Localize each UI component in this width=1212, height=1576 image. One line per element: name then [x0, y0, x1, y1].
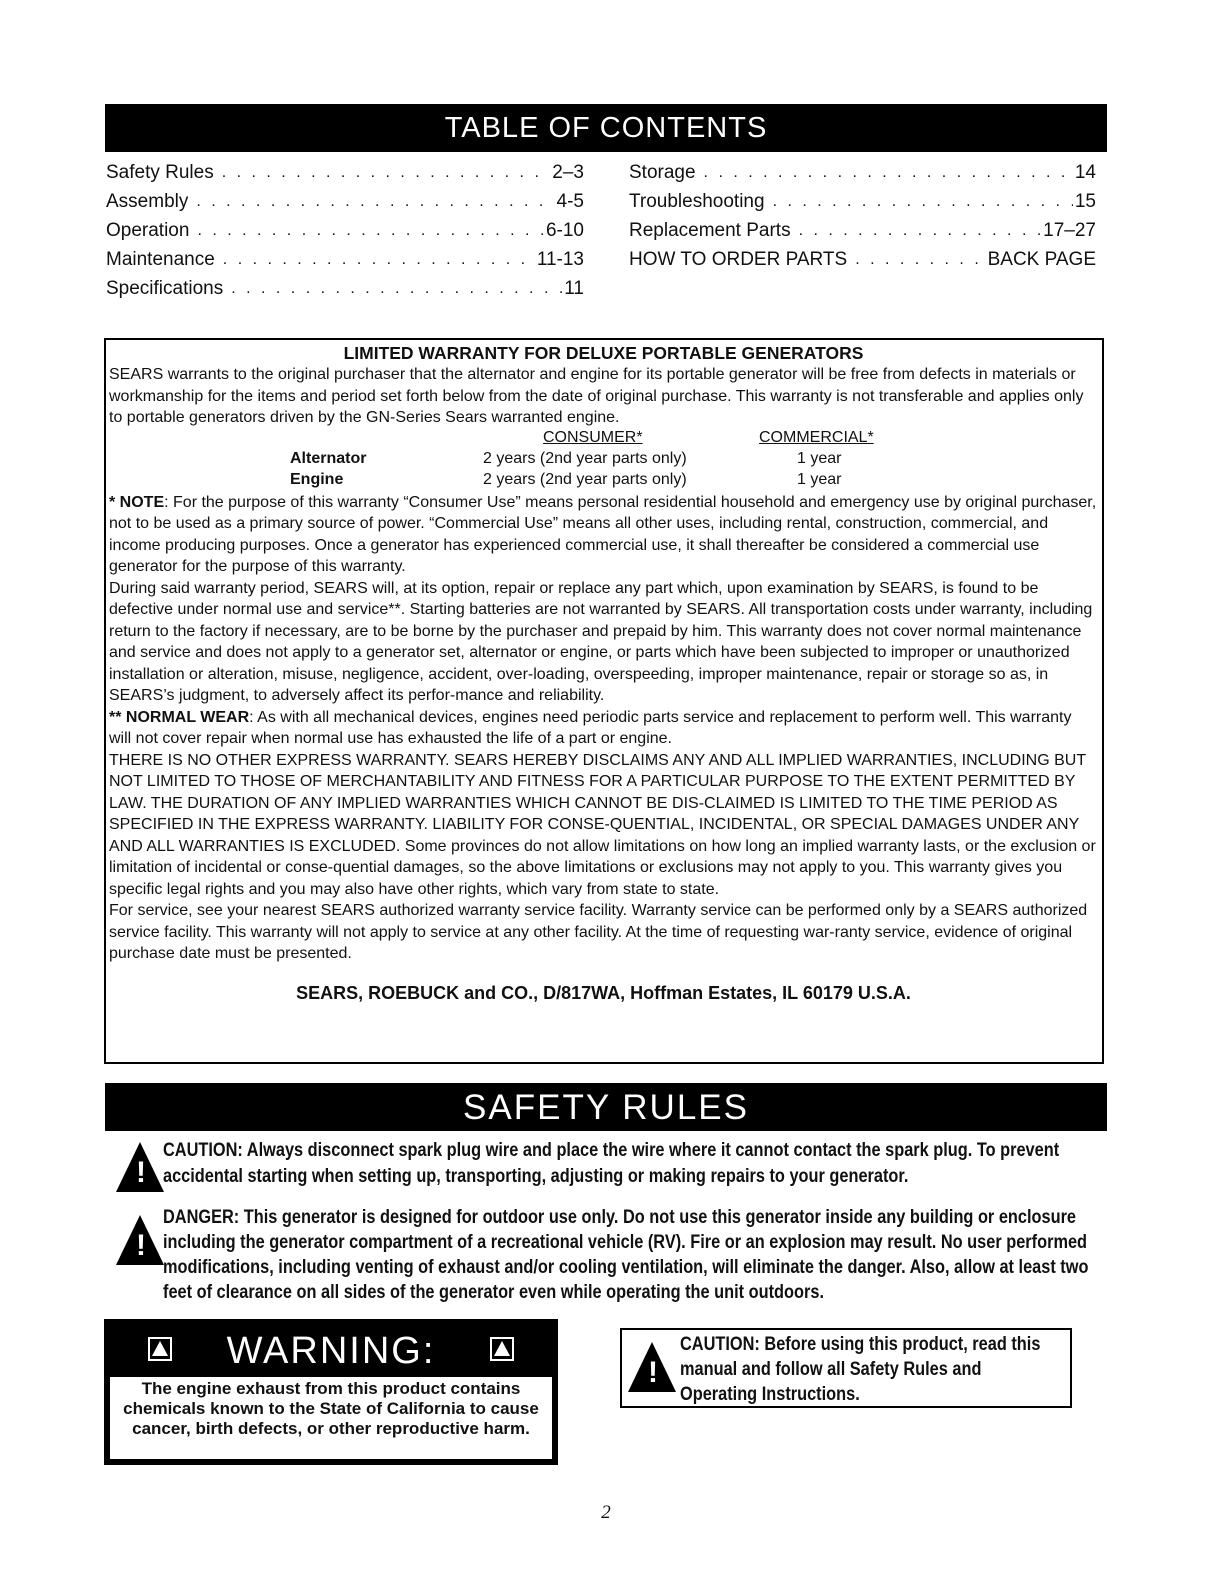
coverage-commercial: 1 year	[797, 470, 842, 488]
toc-entry[interactable]	[106, 158, 584, 187]
warning-triangle-icon	[148, 1337, 172, 1361]
warranty-intro: SEARS warrants to the original purchaser that the alternator and engine for its portable generator will be free from defects in materials or workmanship for the items and period set forth below from the date of original purchase. This warranty is not transferable and applies only to portable generators driven by the GN-Series Sears warranted engine.	[109, 366, 1084, 426]
warranty-address: SEARS, ROEBUCK and CO., D/817WA, Hoffman Estates, IL 60179 U.S.A.	[296, 982, 911, 1003]
commercial-column-header: COMMERCIAL*	[759, 428, 874, 446]
toc-entry-page: 14	[1074, 162, 1096, 183]
toc-leader-dots	[855, 245, 985, 274]
california-warning-box	[104, 1319, 558, 1465]
toc-entry-label: Maintenance	[106, 249, 215, 270]
consumer-column-header: CONSUMER*	[543, 428, 643, 446]
coverage-commercial: 1 year	[797, 449, 842, 467]
toc-entry[interactable]	[106, 245, 584, 274]
toc-entry-label: Storage	[629, 162, 696, 183]
toc-entry[interactable]	[629, 158, 1096, 187]
toc-leader-dots	[196, 187, 554, 216]
normal-wear-text: : As with all mechanical devices, engines need periodic parts service and replacement to perform well. This warranty will not cover repair when normal use has exhausted the life of a part or engine.	[109, 708, 1072, 747]
toc-leader-dots	[223, 245, 535, 274]
note-label: * NOTE	[109, 493, 165, 511]
warranty-title: LIMITED WARRANTY FOR DELUXE PORTABLE GENERATORS	[343, 343, 864, 363]
toc-entry-label: Operation	[106, 220, 190, 241]
toc-right-column	[629, 158, 1096, 274]
toc-leader-dots	[704, 158, 1073, 187]
toc-entry[interactable]	[629, 216, 1096, 245]
warranty-disclaimer: THERE IS NO OTHER EXPRESS WARRANTY. SEARS HEREBY DISCLAIMS ANY AND ALL IMPLIED WARRANTIES, INCLUDING BUT NOT LIMITED TO THOSE OF MERCHANTABILITY AND FITNESS FOR A PARTICULAR PURPOSE TO THE EXTENT PERMITTED BY LAW. THE DURATION OF ANY IMPLIED WARRANTIES WHICH CANNOT BE DIS-CLAIMED IS LIMITED TO THE TIME PERIOD AS SPECIFIED IN THE EXPRESS WARRANTY. LIABILITY FOR CONSE-QUENTIAL, INCIDENTAL, OR SPECIAL DAMAGES UNDER ANY AND ALL WARRANTIES IS EXCLUDED. Some provinces do not allow limitations on how long an implied warranty lasts, or the exclusion or limitation of incidental or conse-quential damages, so the above limitations or exclusions may not apply to you. This warranty gives you specific legal rights and you may also have other rights, which vary from state to state.	[109, 751, 1096, 898]
coverage-row	[109, 450, 1098, 471]
toc-entry-label: HOW TO ORDER PARTS	[629, 249, 848, 270]
caution-read-manual-box	[620, 1328, 1072, 1408]
toc-entry-label: Troubleshooting	[629, 191, 765, 212]
warning-triangle-icon	[628, 1342, 676, 1392]
coverage-header	[109, 429, 1098, 450]
toc-entry[interactable]	[106, 187, 584, 216]
toc-title-bar: TABLE OF CONTENTS	[105, 104, 1107, 152]
note-text: : For the purpose of this warranty “Consumer Use” means personal residential household and emergency use by original purchaser, not to be used as a primary source of power. “Commercial Use” means all other uses, including rental, construction, commercial, and income producing purposes. Once a generator has experienced commercial use, it shall thereafter be considered a commercial use generator for the purpose of this warranty.	[109, 493, 1097, 575]
warranty-service: For service, see your nearest SEARS authorized warranty service facility. Warranty service can be performed only by a SEARS authorized service facility. This warranty will not apply to service at any other facility. At the time of requesting war-ranty service, evidence of original purchase date must be presented.	[109, 902, 1088, 962]
toc-entry-label: Replacement Parts	[629, 220, 791, 241]
caution-read-manual-text: CAUTION: Before using this product, read this manual and follow all Safety Rules and Operating Instructions.	[680, 1334, 1041, 1405]
toc-entry[interactable]	[106, 274, 584, 303]
coverage-consumer: 2 years (2nd year parts only)	[483, 470, 687, 488]
toc-entry-label: Specifications	[106, 278, 224, 299]
toc-entry[interactable]	[629, 187, 1096, 216]
toc-entry-page: 15	[1074, 191, 1096, 212]
toc-entry-label: Safety Rules	[106, 162, 214, 183]
toc-entry-page: 11-13	[536, 249, 584, 270]
warranty-note	[109, 492, 1098, 578]
toc-entry[interactable]	[106, 216, 584, 245]
warning-triangle-icon	[116, 1215, 164, 1265]
toc-leader-dots	[799, 216, 1042, 245]
warning-header	[110, 1325, 552, 1377]
toc-entry-label: Assembly	[106, 191, 189, 212]
coverage-item: Engine	[290, 470, 344, 488]
toc-entry-page: BACK PAGE	[987, 249, 1096, 270]
warranty-period-text: During said warranty period, SEARS will, at its option, repair or replace any part which, upon examination by SEARS, is found to be defective under normal use and service**. Starting batteries are not warranted by SEARS. All transportation costs under warranty, including return to the factory if necessary, are to be borne by the purchaser and prepaid by him. This warranty does not cover normal maintenance and service and does not apply to a generator set, alternator or engine, or parts which have been subjected to improper or unauthorized installation or alteration, misuse, negligence, accident, over-loading, overspeeding, improper maintenance, repair or storage so as, in SEARS’s judgment, to adversely affect its perfor-mance and reliability.	[109, 579, 1093, 704]
coverage-consumer: 2 years (2nd year parts only)	[483, 449, 687, 467]
warning-triangle-icon	[116, 1142, 164, 1192]
toc-entry-page: 6-10	[545, 220, 584, 241]
safety-title-bar: SAFETY RULES	[105, 1083, 1107, 1131]
toc-entry[interactable]	[629, 245, 1096, 274]
coverage-item: Alternator	[290, 449, 367, 467]
warning-triangle-icon	[490, 1337, 514, 1361]
normal-wear-label: ** NORMAL WEAR	[109, 708, 250, 726]
toc-leader-dots	[231, 274, 562, 303]
danger-outdoor-use-text: DANGER: This generator is designed for outdoor use only. Do not use this generator inside any building or enclosure including the generator compartment of a recreational vehicle (RV). Fire or an explosion may result. No user performed modifications, including venting of exhaust and/or cooling ventilation, will eliminate the danger. Also, allow at least two feet of clearance on all sides of the generator even while operating the unit outdoors.	[163, 1207, 1089, 1303]
toc-leader-dots	[197, 216, 544, 245]
toc-entry-page: 2–3	[552, 162, 584, 183]
warning-title: WARNING:	[226, 1330, 436, 1372]
warranty-box	[104, 338, 1104, 1064]
coverage-row	[109, 471, 1098, 492]
warranty-normal-wear	[109, 707, 1098, 750]
toc-entry-page: 17–27	[1043, 220, 1096, 241]
toc-entry-page: 11	[564, 278, 584, 299]
toc-leader-dots	[773, 187, 1073, 216]
caution-spark-plug-text: CAUTION: Always disconnect spark plug wire and place the wire where it cannot contact the spark plug. To prevent accidental starting when setting up, transporting, adjusting or making repairs to your generator.	[163, 1140, 1060, 1187]
toc-entry-page: 4-5	[556, 191, 584, 212]
page-number: 2	[601, 1502, 611, 1523]
toc-left-column	[106, 158, 584, 303]
warning-text: The engine exhaust from this product contains chemicals known to the State of California to cause cancer, birth defects, or other reproductive harm.	[110, 1377, 552, 1459]
toc-leader-dots	[222, 158, 551, 187]
